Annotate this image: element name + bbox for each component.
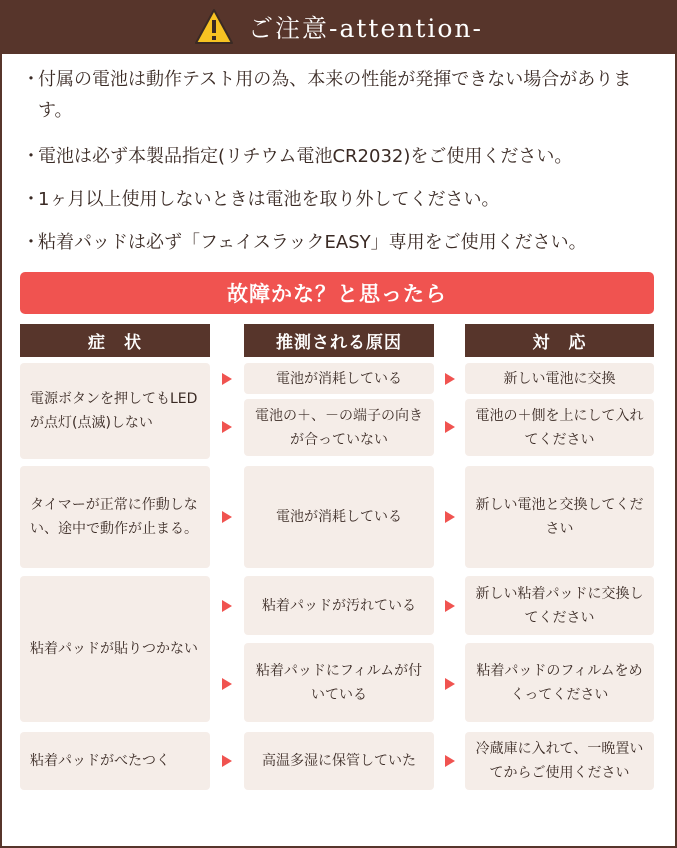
remedy-cell: 冷蔵庫に入れて、一晩置いてからご使用ください xyxy=(465,732,654,790)
note-item xyxy=(22,64,653,126)
note-item xyxy=(22,227,653,258)
triangle-right-icon xyxy=(445,511,455,523)
bullet: ・ xyxy=(22,232,40,253)
note-item xyxy=(22,184,653,215)
note-item xyxy=(22,141,653,172)
column-header-remedy: 対 応 xyxy=(465,324,654,357)
cause-cell: 高温多湿に保管していた xyxy=(244,732,434,790)
symptom-cell: 粘着パッドがべたつく xyxy=(20,732,210,790)
symptom-cell: 電源ボタンを押してもLEDが点灯(点滅)しない xyxy=(20,363,210,459)
cause-cell: 電池が消耗している xyxy=(244,466,434,568)
column-header-symptom: 症 状 xyxy=(20,324,210,357)
remedy-cell: 電池の＋側を上にして入れてください xyxy=(465,399,654,456)
triangle-right-icon xyxy=(222,373,232,385)
triangle-right-icon xyxy=(445,678,455,690)
remedy-cell: 新しい電池に交換 xyxy=(465,363,654,394)
triangle-right-icon xyxy=(445,600,455,612)
note-text: 電池は必ず本製品指定(リチウム電池CR2032)をご使用ください。 xyxy=(38,146,573,167)
note-text: 粘着パッドは必ず「フェイスラックEASY」専用をご使用ください。 xyxy=(38,232,587,253)
bullet: ・ xyxy=(22,69,40,90)
note-text: 1ヶ月以上使用しないときは電池を取り外してください。 xyxy=(38,189,500,210)
triangle-right-icon xyxy=(222,600,232,612)
bullet: ・ xyxy=(22,189,40,210)
triangle-right-icon xyxy=(445,755,455,767)
warning-icon xyxy=(194,7,234,47)
attention-title: ご注意-attention- xyxy=(248,14,483,43)
cause-cell: 粘着パッドにフィルムが付いている xyxy=(244,643,434,722)
triangle-right-icon xyxy=(222,511,232,523)
troubleshooting-banner: 故障かな？と思ったら xyxy=(20,272,654,314)
cause-cell: 電池が消耗している xyxy=(244,363,434,394)
cause-cell: 粘着パッドが汚れている xyxy=(244,576,434,635)
remedy-cell: 粘着パッドのフィルムをめくってください xyxy=(465,643,654,722)
symptom-cell: タイマーが正常に作動しない、途中で動作が止まる。 xyxy=(20,466,210,568)
triangle-right-icon xyxy=(445,373,455,385)
attention-header xyxy=(0,0,677,54)
triangle-right-icon xyxy=(222,755,232,767)
symptom-cell: 粘着パッドが貼りつかない xyxy=(20,576,210,722)
cause-cell: 電池の＋、－の端子の向きが合っていない xyxy=(244,399,434,456)
remedy-cell: 新しい粘着パッドに交換してください xyxy=(465,576,654,635)
triangle-right-icon xyxy=(222,421,232,433)
note-text: 付属の電池は動作テスト用の為、本来の性能が発揮できない場合があります。 xyxy=(38,69,632,121)
triangle-right-icon xyxy=(222,678,232,690)
bullet: ・ xyxy=(22,146,40,167)
triangle-right-icon xyxy=(445,421,455,433)
remedy-cell: 新しい電池と交換してください xyxy=(465,466,654,568)
column-header-cause: 推測される原因 xyxy=(244,324,434,357)
